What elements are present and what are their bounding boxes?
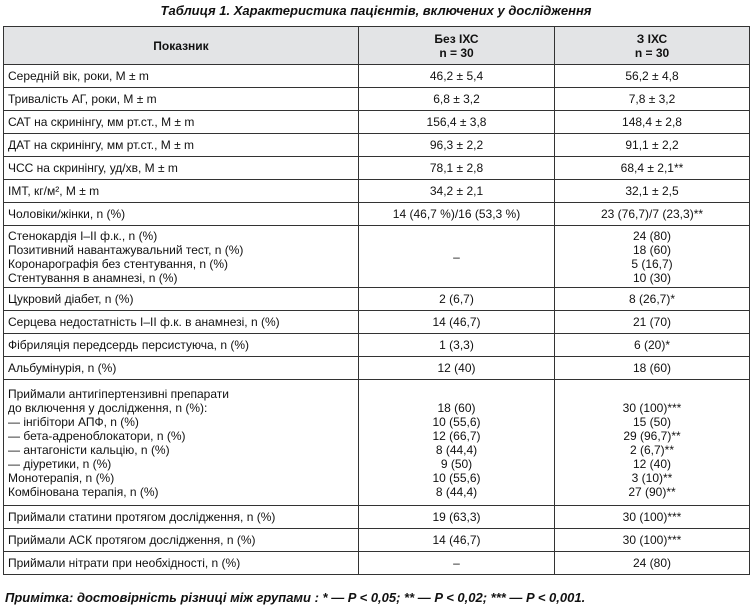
- row-value-no-ihd: 19 (63,3): [359, 506, 555, 529]
- table-row: [4, 357, 750, 380]
- row-value-ihd: 91,1 ± 2,2: [555, 134, 750, 157]
- row-value-no-ihd: 14 (46,7): [359, 311, 555, 334]
- row-label: Приймали статини протягом дослідження, n (%): [4, 506, 359, 529]
- group-value: 18 (60): [632, 242, 672, 257]
- group-value: 12 (40): [632, 456, 672, 471]
- group-value: 2 (6,7)**: [629, 442, 675, 457]
- row-value-ihd: 56,2 ± 4,8: [555, 65, 750, 88]
- row-label: Чоловіки/жінки, n (%): [4, 203, 359, 226]
- row-value-ihd: 8 (26,7)*: [555, 288, 750, 311]
- group-value: 3 (10)**: [631, 470, 673, 485]
- header-no-ihd: [359, 27, 555, 65]
- group-value: 8 (44,4): [435, 484, 478, 499]
- row-value-no-ihd: 14 (46,7): [359, 529, 555, 552]
- group-line: — антагоністи кальцію, n (%): [8, 442, 170, 457]
- group-line: Стенокардія І–ІІ ф.к., n (%): [8, 228, 158, 243]
- table-row-ihd-history: [4, 226, 750, 288]
- table-row: [4, 311, 750, 334]
- group-value: 10 (55,6): [432, 470, 481, 485]
- group-value: [363, 387, 550, 401]
- row-value-no-ihd: 14 (46,7 %)/16 (53,3 %): [359, 203, 555, 226]
- group-value: 29 (96,7)**: [623, 428, 681, 443]
- group-line: — діуретики, n (%): [8, 456, 112, 471]
- group-value: 8 (44,4): [435, 442, 478, 457]
- row-label: Середній вік, роки, M ± m: [4, 65, 359, 88]
- row-value-no-ihd: 34,2 ± 2,1: [359, 180, 555, 203]
- group-line: Комбінована терапія, n (%): [8, 484, 159, 499]
- row-label: Цукровий діабет, n (%): [4, 288, 359, 311]
- row-value-no-ihd: 2 (6,7): [359, 288, 555, 311]
- row-value-ihd: 23 (76,7)/7 (23,3)**: [555, 203, 750, 226]
- row-label: Альбумінурія, n (%): [4, 357, 359, 380]
- row-label: ДАТ на скринінгу, мм рт.ст., M ± m: [4, 134, 359, 157]
- row-value-no-ihd: 12 (40): [359, 357, 555, 380]
- table-row: [4, 529, 750, 552]
- row-label-group: [4, 380, 359, 506]
- row-value-ihd: 24 (80): [555, 552, 750, 575]
- table-row: [4, 552, 750, 575]
- row-value-no-ihd: 96,3 ± 2,2: [359, 134, 555, 157]
- group-value: 10 (30): [632, 270, 672, 285]
- table-row-antihypertensive: [4, 380, 750, 506]
- row-value-no-ihd: 78,1 ± 2,8: [359, 157, 555, 180]
- group-line: до включення у дослідження, n (%):: [8, 400, 208, 415]
- row-label: Тривалість АГ, роки, M ± m: [4, 88, 359, 111]
- group-line: Позитивний навантажувальний тест, n (%): [8, 242, 244, 257]
- table-row: [4, 334, 750, 357]
- row-value-no-ihd: 156,4 ± 3,8: [359, 111, 555, 134]
- row-value-ihd: 18 (60): [555, 357, 750, 380]
- row-value-ihd: 68,4 ± 2,1**: [555, 157, 750, 180]
- table-row: [4, 65, 750, 88]
- patients-table: [3, 26, 750, 575]
- table-row: [4, 134, 750, 157]
- table-row: [4, 180, 750, 203]
- row-value-ihd: 30 (100)***: [555, 529, 750, 552]
- group-value: 27 (90)**: [628, 484, 676, 499]
- group-value: 15 (50): [632, 414, 672, 429]
- table-footnote: Примітка: достовірність різниці між групами : * — P < 0,05; ** — P < 0,02; *** — P < 0,001.: [5, 590, 586, 605]
- header-no-ihd-title: Без ІХС: [434, 31, 479, 46]
- header-ihd-n: n = 30: [634, 45, 670, 60]
- table-row: [4, 288, 750, 311]
- row-value-no-ihd: 46,2 ± 5,4: [359, 65, 555, 88]
- row-value-no-ihd: [359, 380, 555, 506]
- row-value-no-ihd: 6,8 ± 3,2: [359, 88, 555, 111]
- row-label: ЧСС на скринінгу, уд/хв, M ± m: [4, 157, 359, 180]
- row-value-ihd: 21 (70): [555, 311, 750, 334]
- row-value-ihd: 148,4 ± 2,8: [555, 111, 750, 134]
- row-value-ihd: [555, 380, 750, 506]
- row-value-ihd: 7,8 ± 3,2: [555, 88, 750, 111]
- group-value: –: [453, 249, 460, 264]
- group-value: 30 (100)***: [622, 400, 682, 415]
- group-value: [559, 387, 745, 401]
- group-line: Стентування в анамнезі, n (%): [8, 270, 178, 285]
- table-row: [4, 88, 750, 111]
- table-header-row: [4, 27, 750, 65]
- table-row: [4, 157, 750, 180]
- group-line: — бета-адреноблокатори, n (%): [8, 428, 186, 443]
- header-indicator: Показник: [4, 27, 359, 65]
- row-value-ihd: 32,1 ± 2,5: [555, 180, 750, 203]
- table-row: [4, 506, 750, 529]
- row-value-ihd: [555, 226, 750, 288]
- header-no-ihd-n: n = 30: [439, 45, 474, 60]
- header-ihd-title: З ІХС: [636, 31, 668, 46]
- row-value-no-ihd: –: [359, 552, 555, 575]
- group-value: 9 (50): [440, 456, 473, 471]
- table-caption: Таблиця 1. Характеристика пацієнтів, включених у дослідження: [160, 3, 592, 18]
- row-label: Серцева недостатність І–ІІ ф.к. в анамнезі, n (%): [4, 311, 359, 334]
- row-label: САТ на скринінгу, мм рт.ст., M ± m: [4, 111, 359, 134]
- group-line: Приймали антигіпертензивні препарати: [8, 386, 229, 401]
- group-value: 24 (80): [632, 228, 672, 243]
- row-value-no-ihd: 1 (3,3): [359, 334, 555, 357]
- group-line: Коронарографія без стентування, n (%): [8, 256, 229, 271]
- group-value: 5 (16,7): [631, 256, 673, 271]
- table-row: [4, 111, 750, 134]
- row-value-ihd: 6 (20)*: [555, 334, 750, 357]
- header-ihd: [555, 27, 750, 65]
- row-value-ihd: 30 (100)***: [555, 506, 750, 529]
- row-label: ІМТ, кг/м², M ± m: [4, 180, 359, 203]
- row-label: Приймали нітрати при необхідності, n (%): [4, 552, 359, 575]
- group-value: 18 (60): [437, 400, 476, 415]
- group-value: 12 (66,7): [432, 428, 481, 443]
- group-line: Монотерапія, n (%): [8, 470, 115, 485]
- row-label: Приймали АСК протягом дослідження, n (%): [4, 529, 359, 552]
- row-label-group: [4, 226, 359, 288]
- group-value: 10 (55,6): [432, 414, 481, 429]
- table-row: [4, 203, 750, 226]
- row-value-no-ihd: [359, 226, 555, 288]
- row-label: Фібриляція передсердь персистуюча, n (%): [4, 334, 359, 357]
- group-line: — інгібітори АПФ, n (%): [8, 414, 139, 429]
